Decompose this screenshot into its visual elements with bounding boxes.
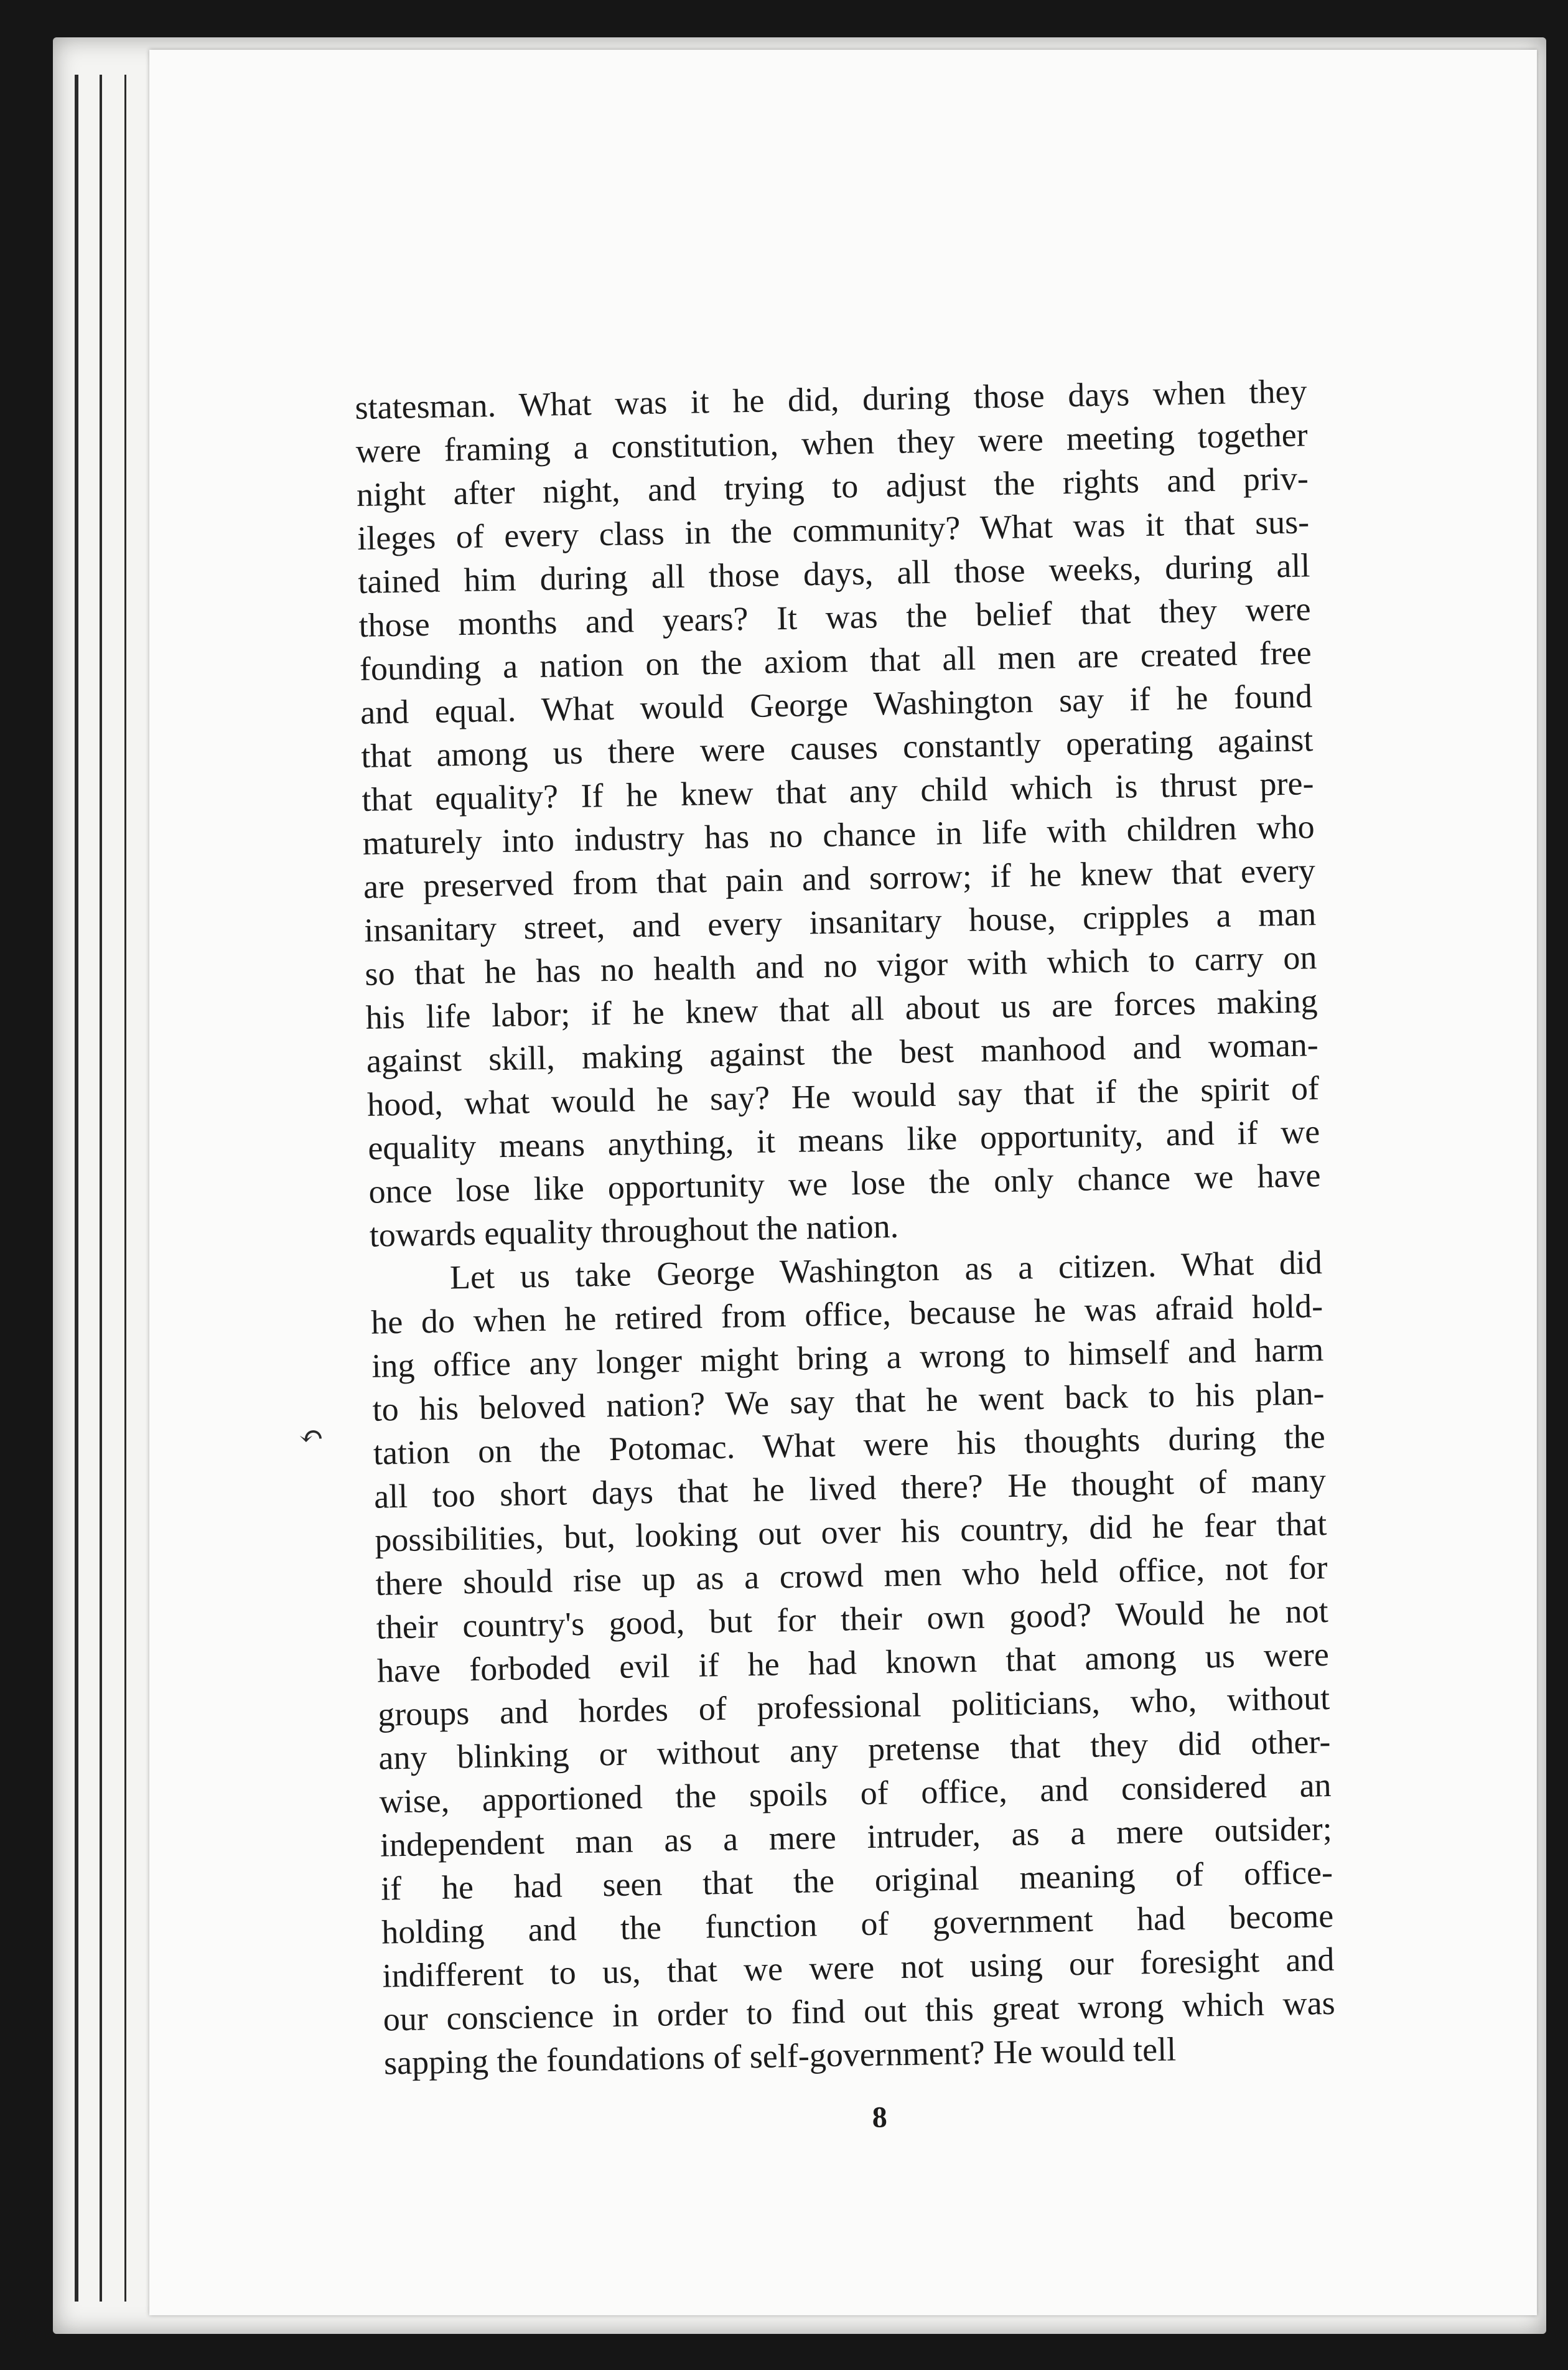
text-line: indifferent to us, that we were not using our foresight and bbox=[382, 1940, 1335, 1995]
text-line: insanitary street, and every insanitary house, cripples a man bbox=[363, 895, 1317, 949]
text-line: equality means anything, it means like opportunity, and if we bbox=[367, 1113, 1320, 1167]
text-line: sapping the foundations of self-government? He would tell bbox=[383, 2030, 1177, 2082]
paragraph bbox=[355, 369, 1322, 1257]
text-line: tation on the Potomac. What were his thoughts during the bbox=[373, 1418, 1326, 1472]
text-line: he do when he retired from office, because he was afraid hold- bbox=[370, 1287, 1323, 1341]
text-line: our conscience in order to find out this great wrong which was bbox=[383, 1984, 1336, 2038]
text-line: ileges of every class in the community? What was it that sus- bbox=[357, 503, 1310, 557]
text-line: those months and years? It was the belief that they were bbox=[358, 590, 1312, 644]
text-line: all too short days that he lived there? He thought of many bbox=[373, 1461, 1327, 1515]
text-line: possibilities, but, looking out over his country, did he fear that bbox=[374, 1505, 1327, 1559]
paragraph bbox=[370, 1240, 1336, 2084]
text-line: hood, what would he say? He would say that if the spirit of bbox=[366, 1069, 1320, 1123]
text-line: ing office any longer might bring a wrong to himself and harm bbox=[371, 1331, 1324, 1385]
page-edge-line bbox=[124, 75, 126, 2302]
text-line: founding a nation on the axiom that all men are created free bbox=[359, 634, 1312, 688]
text-line: towards equality throughout the nation. bbox=[369, 1207, 899, 1254]
text-line: to his beloved nation? We say that he went back to his plan- bbox=[372, 1374, 1325, 1428]
text-line: his life labor; if he knew that all about us are forces making bbox=[365, 982, 1318, 1036]
text-line: have forboded evil if he had known that among us were bbox=[376, 1635, 1330, 1690]
book-page bbox=[149, 50, 1537, 2315]
text-line: so that he has no health and no vigor with which to carry on bbox=[364, 939, 1317, 993]
text-line: any blinking or without any pretense that they did other- bbox=[378, 1722, 1331, 1777]
text-line: if he had seen that the original meaning of office- bbox=[380, 1853, 1333, 1908]
text-line: statesman. What was it he did, during those days when they bbox=[355, 372, 1307, 426]
text-line: there should rise up as a crowd men who held office, not for bbox=[375, 1548, 1328, 1603]
page-edge-line bbox=[100, 75, 102, 2302]
text-line: are preserved from that pain and sorrow; if he knew that every bbox=[363, 851, 1316, 906]
text-line: independent man as a mere intruder, as a mere outsider; bbox=[380, 1809, 1333, 1864]
text-line: their country's good, but for their own good? Would he not bbox=[376, 1591, 1329, 1646]
text-line: that equality? If he knew that any child which is thrust pre- bbox=[362, 764, 1314, 818]
text-line: maturely into industry has no chance in life with children who bbox=[362, 808, 1315, 862]
text-line: once lose like opportunity we lose the only chance we have bbox=[368, 1156, 1321, 1211]
text-line: against skill, making against the best manhood and woman- bbox=[366, 1026, 1319, 1080]
text-line: night after night, and trying to adjust the rights and priv- bbox=[356, 459, 1309, 513]
text-line: tained him during all those days, all those weeks, during all bbox=[357, 546, 1310, 601]
text-line: and equal. What would George Washington say if he found bbox=[360, 677, 1313, 731]
text-line: groups and hordes of professional politicians, who, without bbox=[377, 1679, 1330, 1733]
text-line: Let us take George Washington as a citizen. What did bbox=[449, 1244, 1323, 1296]
page-text-block bbox=[355, 369, 1337, 2148]
text-line: wise, apportioned the spoils of office, and considered an bbox=[379, 1766, 1332, 1820]
text-line: that among us there were causes constantly operating against bbox=[360, 721, 1314, 775]
page-number: 8 bbox=[872, 2101, 888, 2134]
text-line: holding and the function of government had become bbox=[381, 1896, 1334, 1951]
margin-mark: ↶ bbox=[299, 1420, 324, 1453]
text-line: were framing a constitution, when they were meeting together bbox=[355, 416, 1309, 470]
page-edge-line bbox=[75, 75, 78, 2302]
